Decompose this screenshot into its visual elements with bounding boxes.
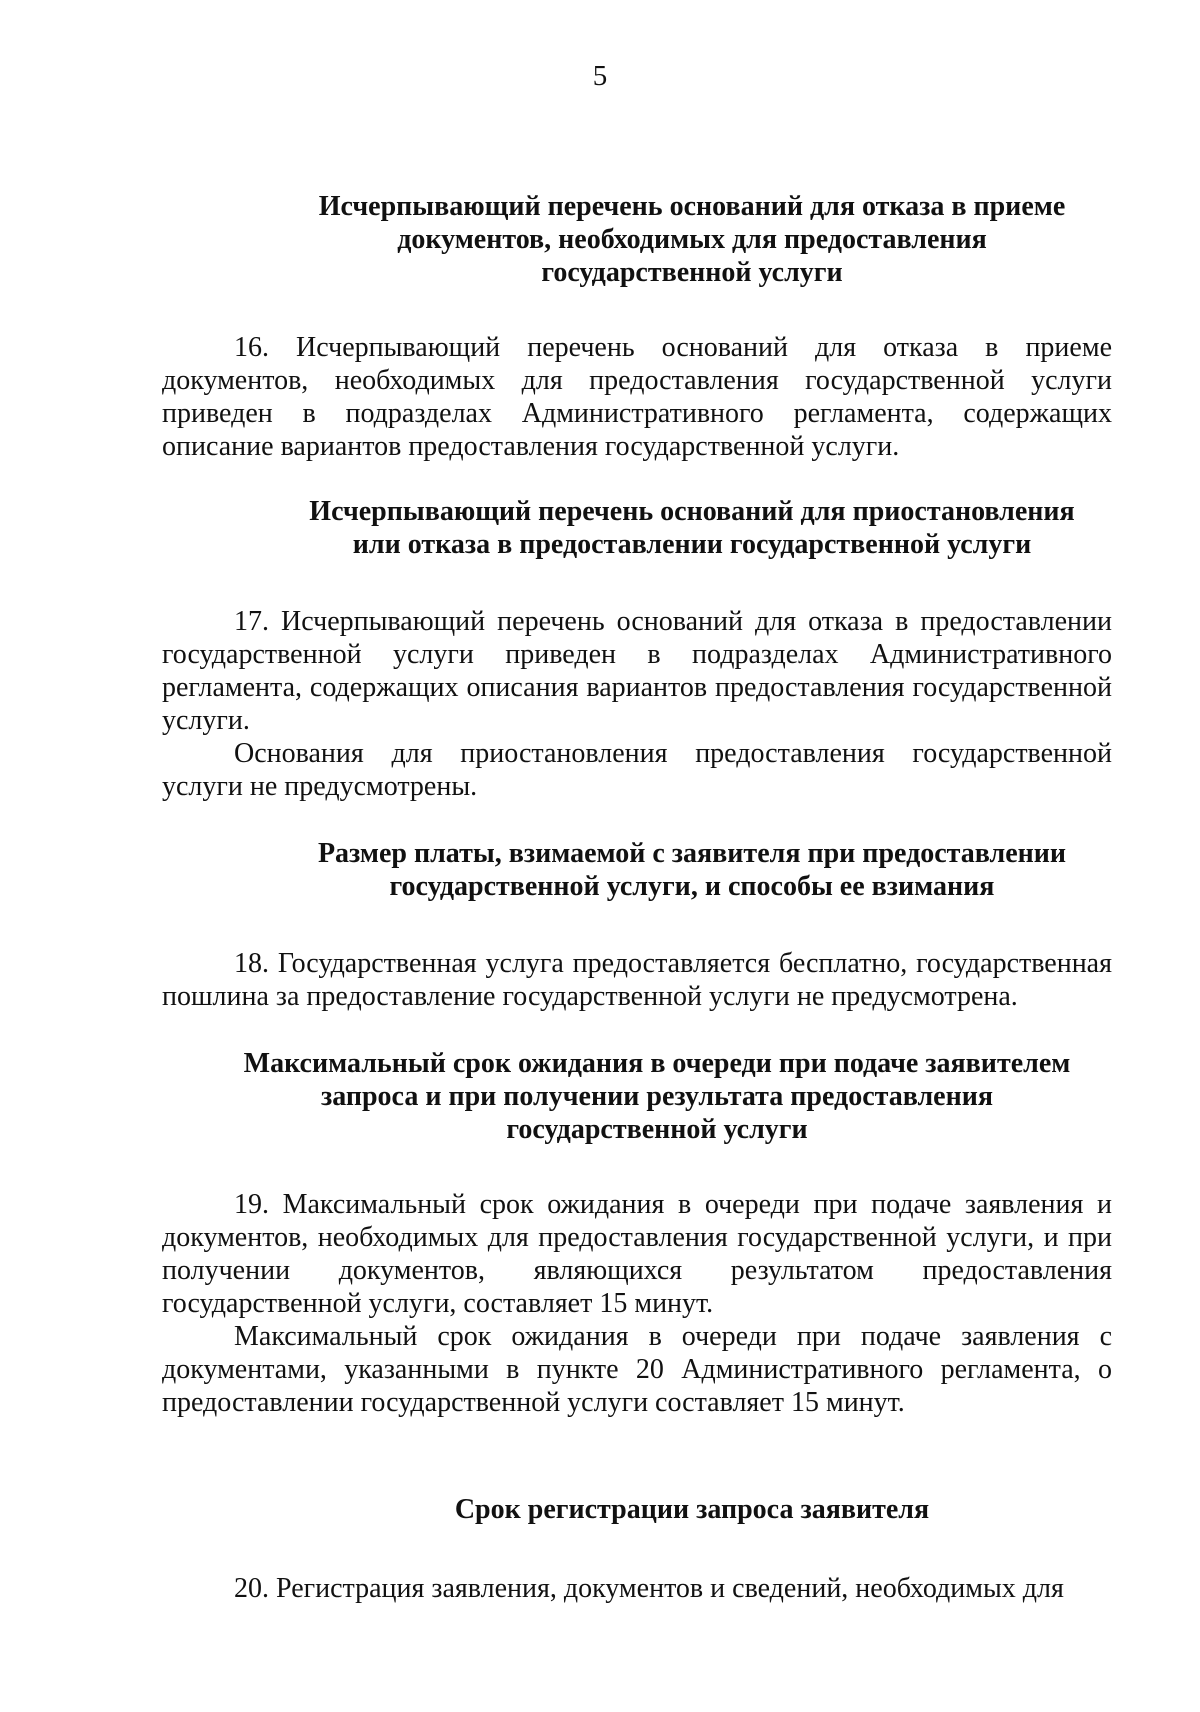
heading-line: Максимальный срок ожидания в очереди при подаче заявителем [243, 1048, 1071, 1079]
document-body [162, 190, 1112, 1605]
paragraph-16: 16. Исчерпывающий перечень оснований для отказа в приеме документов, необходимых для предоставления государственной услуги приведен в подразделах Административного регламента, содержащих описание вариантов предоставления государственной услуги. [162, 332, 1112, 462]
heading-line: государственной услуги, и способы ее взимания [389, 871, 995, 902]
paragraph-17-suspension: Основания для приостановления предоставления государственной услуги не предусмотрены. [162, 738, 1112, 802]
heading-line: государственной услуги [506, 1114, 808, 1145]
paragraph-18: 18. Государственная услуга предоставляется бесплатно, государственная пошлина за предоставление государственной услуги не предусмотрена. [162, 948, 1112, 1012]
heading-line: Размер платы, взимаемой с заявителя при предоставлении [317, 838, 1067, 869]
heading-line: Срок регистрации запроса заявителя [454, 1494, 930, 1525]
section-heading-fee [262, 837, 1122, 903]
section-heading-refusal-documents [272, 190, 1112, 289]
section-heading-queue-time [207, 1047, 1107, 1146]
page-number: 5 [592, 60, 608, 92]
heading-line: Исчерпывающий перечень оснований для отказа в приеме [318, 191, 1066, 222]
heading-line: или отказа в предоставлении государственной услуги [352, 529, 1032, 560]
heading-line: запроса и при получении результата предоставления [320, 1081, 994, 1112]
paragraph-19-queue: Максимальный срок ожидания в очереди при подаче заявления с документами, указанными в пункте 20 Административного регламента, о предоставлении государственной услуги составляет 15 минут. [162, 1321, 1112, 1418]
heading-line: документов, необходимых для предоставления [397, 224, 987, 255]
heading-line: Исчерпывающий перечень оснований для приостановления [309, 496, 1075, 527]
section-heading-suspension-refusal [262, 495, 1122, 561]
paragraph-20: 20. Регистрация заявления, документов и сведений, необходимых для [234, 1573, 1064, 1604]
heading-line: государственной услуги [541, 257, 843, 288]
paragraph-19: 19. Максимальный срок ожидания в очереди при подаче заявления и документов, необходимых для предоставления государственной услуги, и при получении документов, являющихся результатом предоставления государственной услуги, составляет 15 минут. [162, 1189, 1112, 1319]
paragraph-17: 17. Исчерпывающий перечень оснований для отказа в предоставлении государственной услуги приведен в подразделах Административного регламента, содержащих описания вариантов предоставления государственной услуги. [162, 606, 1112, 736]
section-heading-registration [262, 1493, 1122, 1526]
